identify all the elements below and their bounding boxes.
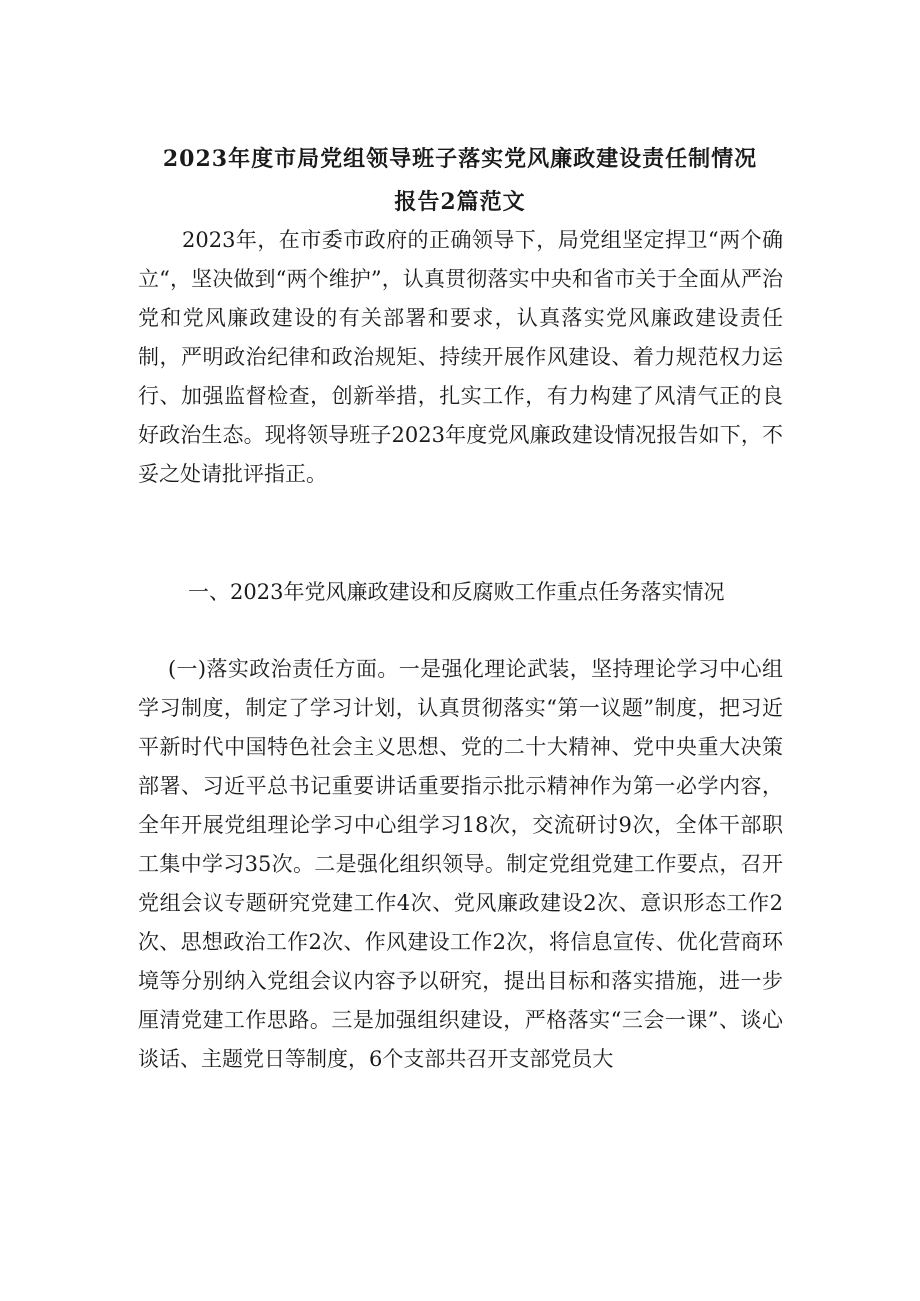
- document-title-line-2: 报告2篇范文: [394, 189, 526, 215]
- document-title-line-1: 2023年度市局党组领导班子落实党风廉政建设责任制情况: [162, 146, 758, 172]
- section-1-heading: 一、2023年党风廉政建设和反腐败工作重点任务落实情况: [188, 580, 725, 604]
- intro-paragraph: 2023年，在市委市政府的正确领导下，局党组坚定捍卫“两个确立“，坚决做到“两个维护”，认真贯彻落实中央和省市关于全面从严治党和党风廉政建设的有关部署和要求，认真落实党风廉政建设责任制，严明政治纪律和政治规矩、持续开展作风建设、着力规范权力运行、加强监督检查，创新举措，扎实工作，有力构建了风清气正的良好政治生态。现将领导班子2023年度党风廉政建设情况报告如下，不妥之处请批评指正。: [138, 228, 783, 486]
- political-responsibility-paragraph: (一)落实政治责任方面。一是强化理论武装，坚持理论学习中心组学习制度，制定了学习计划，认真贯彻落实“第一议题”制度，把习近平新时代中国特色社会主义思想、党的二十大精神、党中央重大决策部署、习近平总书记重要讲话重要指示批示精神作为第一必学内容，全年开展党组理论学习中心组学习18次，交流研讨9次，全体干部职工集中学习35次。二是强化组织领导。制定党组党建工作要点，召开党组会议专题研究党建工作4次、党风廉政建设2次、意识形态工作2次、思想政治工作2次、作风建设工作2次，将信息宣传、优化营商环境等分别纳入党组会议内容予以研究，提出目标和落实措施，进一步厘清党建工作思路。三是加强组织建设，严格落实“三会一课”、谈心谈话、主题党日等制度，6个支部共召开支部党员大: [138, 657, 783, 1071]
